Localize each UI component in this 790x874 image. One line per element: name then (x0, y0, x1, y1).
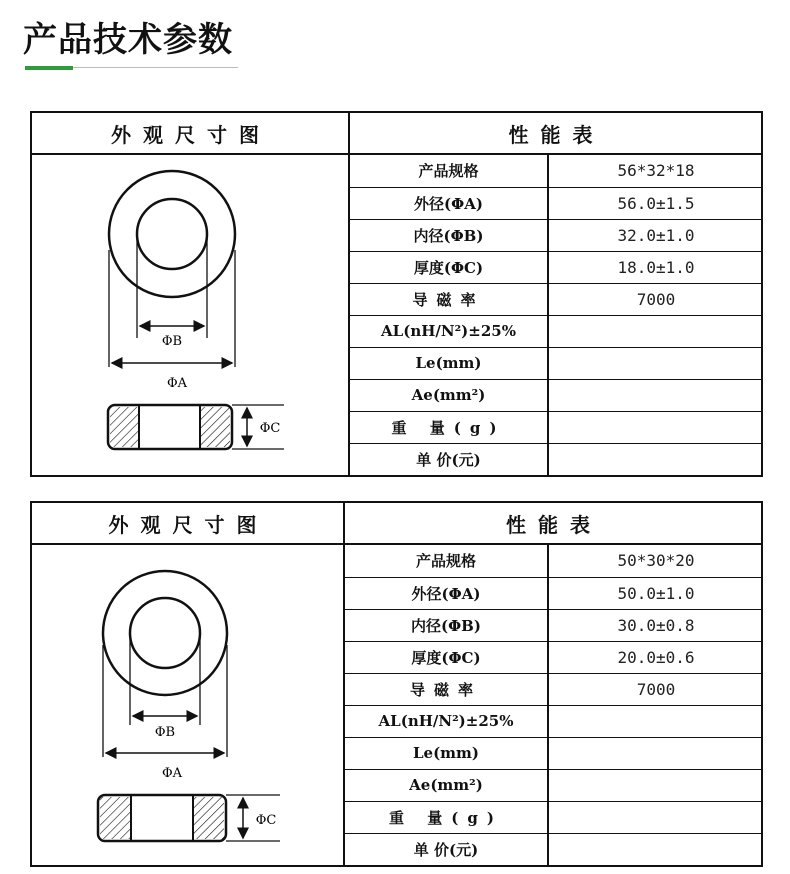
height-label: ΦC (255, 813, 277, 828)
row-value (548, 769, 763, 801)
performance-table (345, 545, 763, 865)
row-value (548, 443, 763, 475)
inner-diameter-label: ΦB (161, 334, 183, 349)
row-value (548, 705, 763, 737)
row-value: 50.0±1.0 (548, 577, 763, 609)
table-row (350, 283, 763, 315)
spec-block-2 (30, 501, 763, 867)
table-row (350, 251, 763, 283)
row-label: Le(mm) (345, 737, 548, 769)
table-row (350, 187, 763, 219)
row-label: 单 价(元) (350, 443, 548, 475)
row-value: 56.0±1.5 (548, 187, 763, 219)
row-value (548, 833, 763, 865)
table-row (350, 379, 763, 411)
performance-header: 性能表 (350, 113, 763, 155)
row-value: 30.0±0.8 (548, 609, 763, 641)
row-label: 内径(ΦB) (345, 609, 548, 641)
table-row (345, 641, 763, 673)
inner-ring-circle (130, 598, 200, 668)
row-value: 32.0±1.0 (548, 219, 763, 251)
table-row (350, 315, 763, 347)
performance-header: 性能表 (345, 503, 763, 545)
row-label: 导磁率 (350, 283, 548, 315)
table-row (345, 833, 763, 865)
row-value: 7000 (548, 283, 763, 315)
row-label: AL(nH/N²)±25% (350, 315, 548, 347)
row-label: 产品规格 (350, 155, 548, 187)
row-label: 单 价(元) (345, 833, 548, 865)
row-value: 20.0±0.6 (548, 641, 763, 673)
table-row (350, 411, 763, 443)
row-label: Le(mm) (350, 347, 548, 379)
table-row (350, 347, 763, 379)
row-label: Ae(mm²) (350, 379, 548, 411)
row-value: 56*32*18 (548, 155, 763, 187)
row-label: 内径(ΦB) (350, 219, 548, 251)
row-label: AL(nH/N²)±25% (345, 705, 548, 737)
row-label: 厚度(ΦC) (345, 641, 548, 673)
row-label: 外径(ΦA) (345, 577, 548, 609)
title-accent-bar (25, 66, 73, 70)
row-value: 50*30*20 (548, 545, 763, 577)
table-row (345, 577, 763, 609)
appearance-header: 外观尺寸图 (32, 503, 345, 545)
row-value (548, 347, 763, 379)
table-row (345, 673, 763, 705)
row-label: 导磁率 (345, 673, 548, 705)
row-label: 产品规格 (345, 545, 548, 577)
row-label: 重 量(g) (350, 411, 548, 443)
appearance-header: 外观尺寸图 (32, 113, 350, 155)
ring-dimension-diagram (32, 545, 343, 867)
row-value: 7000 (548, 673, 763, 705)
table-row (350, 443, 763, 475)
inner-diameter-label: ΦB (154, 725, 176, 740)
table-row (345, 801, 763, 833)
row-value (548, 801, 763, 833)
spec-block-1 (30, 111, 763, 477)
table-row (350, 155, 763, 187)
outer-diameter-label: ΦA (166, 376, 188, 391)
table-row (345, 545, 763, 577)
row-label: 重 量(g) (345, 801, 548, 833)
page-title: 产品技术参数 (23, 20, 233, 60)
row-value (548, 411, 763, 443)
row-value: 18.0±1.0 (548, 251, 763, 283)
row-label: 厚度(ΦC) (350, 251, 548, 283)
row-value (548, 315, 763, 347)
table-row (345, 769, 763, 801)
row-value (548, 737, 763, 769)
ring-dimension-diagram (32, 155, 348, 477)
outer-ring-circle (103, 571, 227, 695)
inner-ring-circle (137, 199, 207, 269)
table-row (345, 705, 763, 737)
outer-ring-circle (109, 171, 235, 297)
performance-table (350, 155, 763, 475)
row-label: 外径(ΦA) (350, 187, 548, 219)
table-row (345, 737, 763, 769)
table-row (350, 219, 763, 251)
height-label: ΦC (259, 421, 281, 436)
table-row (345, 609, 763, 641)
outer-diameter-label: ΦA (161, 766, 183, 781)
row-label: Ae(mm²) (345, 769, 548, 801)
row-value (548, 379, 763, 411)
